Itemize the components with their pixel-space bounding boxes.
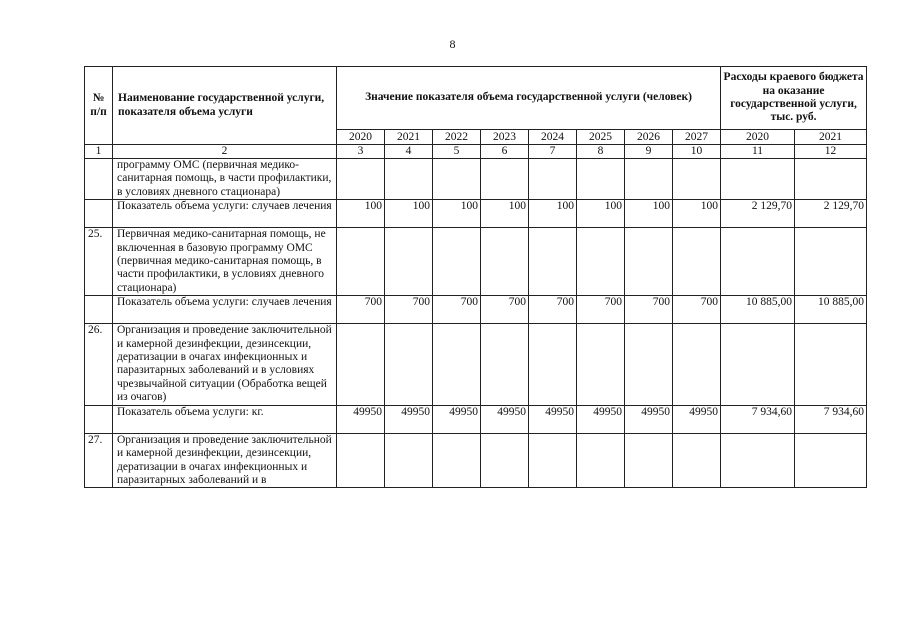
budget-value: 10 885,00 — [721, 296, 795, 324]
table-row — [85, 405, 867, 433]
budget-value — [795, 433, 867, 488]
column-number: 11 — [721, 145, 795, 159]
table-row — [85, 159, 867, 200]
volume-value — [625, 228, 673, 296]
header-volume-year: 2024 — [529, 130, 577, 145]
header-volume-year: 2021 — [385, 130, 433, 145]
volume-value: 49950 — [337, 405, 385, 433]
volume-value: 700 — [577, 296, 625, 324]
header-volume-year: 2022 — [433, 130, 481, 145]
volume-value: 100 — [481, 200, 529, 228]
header-service-name: Наименование государственной услуги, показателя объема услуги — [113, 67, 337, 145]
budget-value — [721, 324, 795, 405]
volume-value — [433, 324, 481, 405]
volume-value — [673, 228, 721, 296]
volume-value — [385, 159, 433, 200]
volume-value — [577, 228, 625, 296]
volume-value: 700 — [673, 296, 721, 324]
volume-value — [481, 159, 529, 200]
budget-value: 2 129,70 — [795, 200, 867, 228]
volume-value: 700 — [481, 296, 529, 324]
table-row — [85, 200, 867, 228]
volume-value — [673, 159, 721, 200]
budget-value — [721, 159, 795, 200]
row-number — [85, 405, 113, 433]
volume-value — [625, 159, 673, 200]
column-number: 7 — [529, 145, 577, 159]
service-name: Первичная медико-санитарная помощь, не включенная в базовую программу ОМС (первичная медико-санитарная помощь, в части профилактики, в условиях дневного стационара) — [113, 228, 337, 296]
budget-value — [721, 228, 795, 296]
row-number — [85, 296, 113, 324]
volume-value: 100 — [385, 200, 433, 228]
volume-value: 49950 — [529, 405, 577, 433]
budget-value: 7 934,60 — [721, 405, 795, 433]
budget-value: 2 129,70 — [721, 200, 795, 228]
service-name: Организация и проведение заключительной и камерной дезинфекции, дезинсекции, дератизации в очагах инфекционных и паразитарных заболеваний и в условиях чрезвычайной ситуации (Обработка вещей из очагов) — [113, 324, 337, 405]
volume-value — [385, 228, 433, 296]
volume-value: 700 — [385, 296, 433, 324]
column-number: 10 — [673, 145, 721, 159]
volume-value: 49950 — [625, 405, 673, 433]
header-number: № п/п — [85, 67, 113, 145]
header-budget: Расходы краевого бюджета на оказание государственной услуги, тыс. руб. — [721, 67, 867, 130]
volume-value — [337, 228, 385, 296]
volume-value — [577, 324, 625, 405]
row-number: 25. — [85, 228, 113, 296]
volume-value — [529, 159, 577, 200]
header-volume-year: 2025 — [577, 130, 625, 145]
column-number: 4 — [385, 145, 433, 159]
volume-value — [385, 433, 433, 488]
header-volume-year: 2020 — [337, 130, 385, 145]
row-number — [85, 200, 113, 228]
budget-value: 10 885,00 — [795, 296, 867, 324]
volume-value: 49950 — [385, 405, 433, 433]
volume-value — [433, 228, 481, 296]
volume-value: 49950 — [481, 405, 529, 433]
budget-value — [795, 159, 867, 200]
volume-value — [337, 433, 385, 488]
volume-value: 49950 — [673, 405, 721, 433]
header-volume-year: 2027 — [673, 130, 721, 145]
row-number: 26. — [85, 324, 113, 405]
volume-value — [625, 433, 673, 488]
volume-value: 700 — [625, 296, 673, 324]
table-row — [85, 324, 867, 405]
header-budget-year: 2020 — [721, 130, 795, 145]
column-number: 1 — [85, 145, 113, 159]
column-number: 6 — [481, 145, 529, 159]
header-volume-year: 2026 — [625, 130, 673, 145]
header-budget-year: 2021 — [795, 130, 867, 145]
service-name: Показатель объема услуги: случаев лечения — [113, 296, 337, 324]
volume-value — [577, 159, 625, 200]
column-number: 8 — [577, 145, 625, 159]
volume-value: 700 — [529, 296, 577, 324]
column-number: 12 — [795, 145, 867, 159]
volume-value: 49950 — [577, 405, 625, 433]
volume-value: 100 — [625, 200, 673, 228]
column-number: 5 — [433, 145, 481, 159]
budget-value — [795, 228, 867, 296]
volume-value — [529, 433, 577, 488]
volume-value — [673, 324, 721, 405]
volume-value — [481, 433, 529, 488]
volume-value — [625, 324, 673, 405]
volume-value: 100 — [337, 200, 385, 228]
service-name: Показатель объема услуги: кг. — [113, 405, 337, 433]
volume-value — [337, 159, 385, 200]
service-name: Показатель объема услуги: случаев лечения — [113, 200, 337, 228]
row-number: 27. — [85, 433, 113, 488]
page-number: 8 — [449, 37, 456, 51]
column-number: 9 — [625, 145, 673, 159]
volume-value — [481, 228, 529, 296]
volume-value: 100 — [577, 200, 625, 228]
service-name: Организация и проведение заключительной и камерной дезинфекции, дезинсекции, дератизации в очагах инфекционных и паразитарных заболеваний и в — [113, 433, 337, 488]
column-number: 2 — [113, 145, 337, 159]
volume-value — [433, 433, 481, 488]
table-row — [85, 296, 867, 324]
volume-value: 100 — [433, 200, 481, 228]
volume-value — [673, 433, 721, 488]
budget-value: 7 934,60 — [795, 405, 867, 433]
volume-value — [481, 324, 529, 405]
volume-value — [529, 228, 577, 296]
volume-value: 700 — [337, 296, 385, 324]
volume-value — [385, 324, 433, 405]
volume-value: 100 — [529, 200, 577, 228]
budget-value — [721, 433, 795, 488]
services-table — [84, 66, 867, 488]
volume-value: 700 — [433, 296, 481, 324]
service-name: программу ОМС (первичная медико-санитарная помощь, в части профилактики, в условиях дневного стационара) — [113, 159, 337, 200]
volume-value — [577, 433, 625, 488]
column-number: 3 — [337, 145, 385, 159]
budget-value — [795, 324, 867, 405]
volume-value: 100 — [673, 200, 721, 228]
volume-value — [433, 159, 481, 200]
volume-value: 49950 — [433, 405, 481, 433]
table-row — [85, 228, 867, 296]
header-volume-year: 2023 — [481, 130, 529, 145]
volume-value — [529, 324, 577, 405]
header-volume: Значение показателя объема государственной услуги (человек) — [337, 67, 721, 130]
table-row — [85, 433, 867, 488]
volume-value — [337, 324, 385, 405]
row-number — [85, 159, 113, 200]
